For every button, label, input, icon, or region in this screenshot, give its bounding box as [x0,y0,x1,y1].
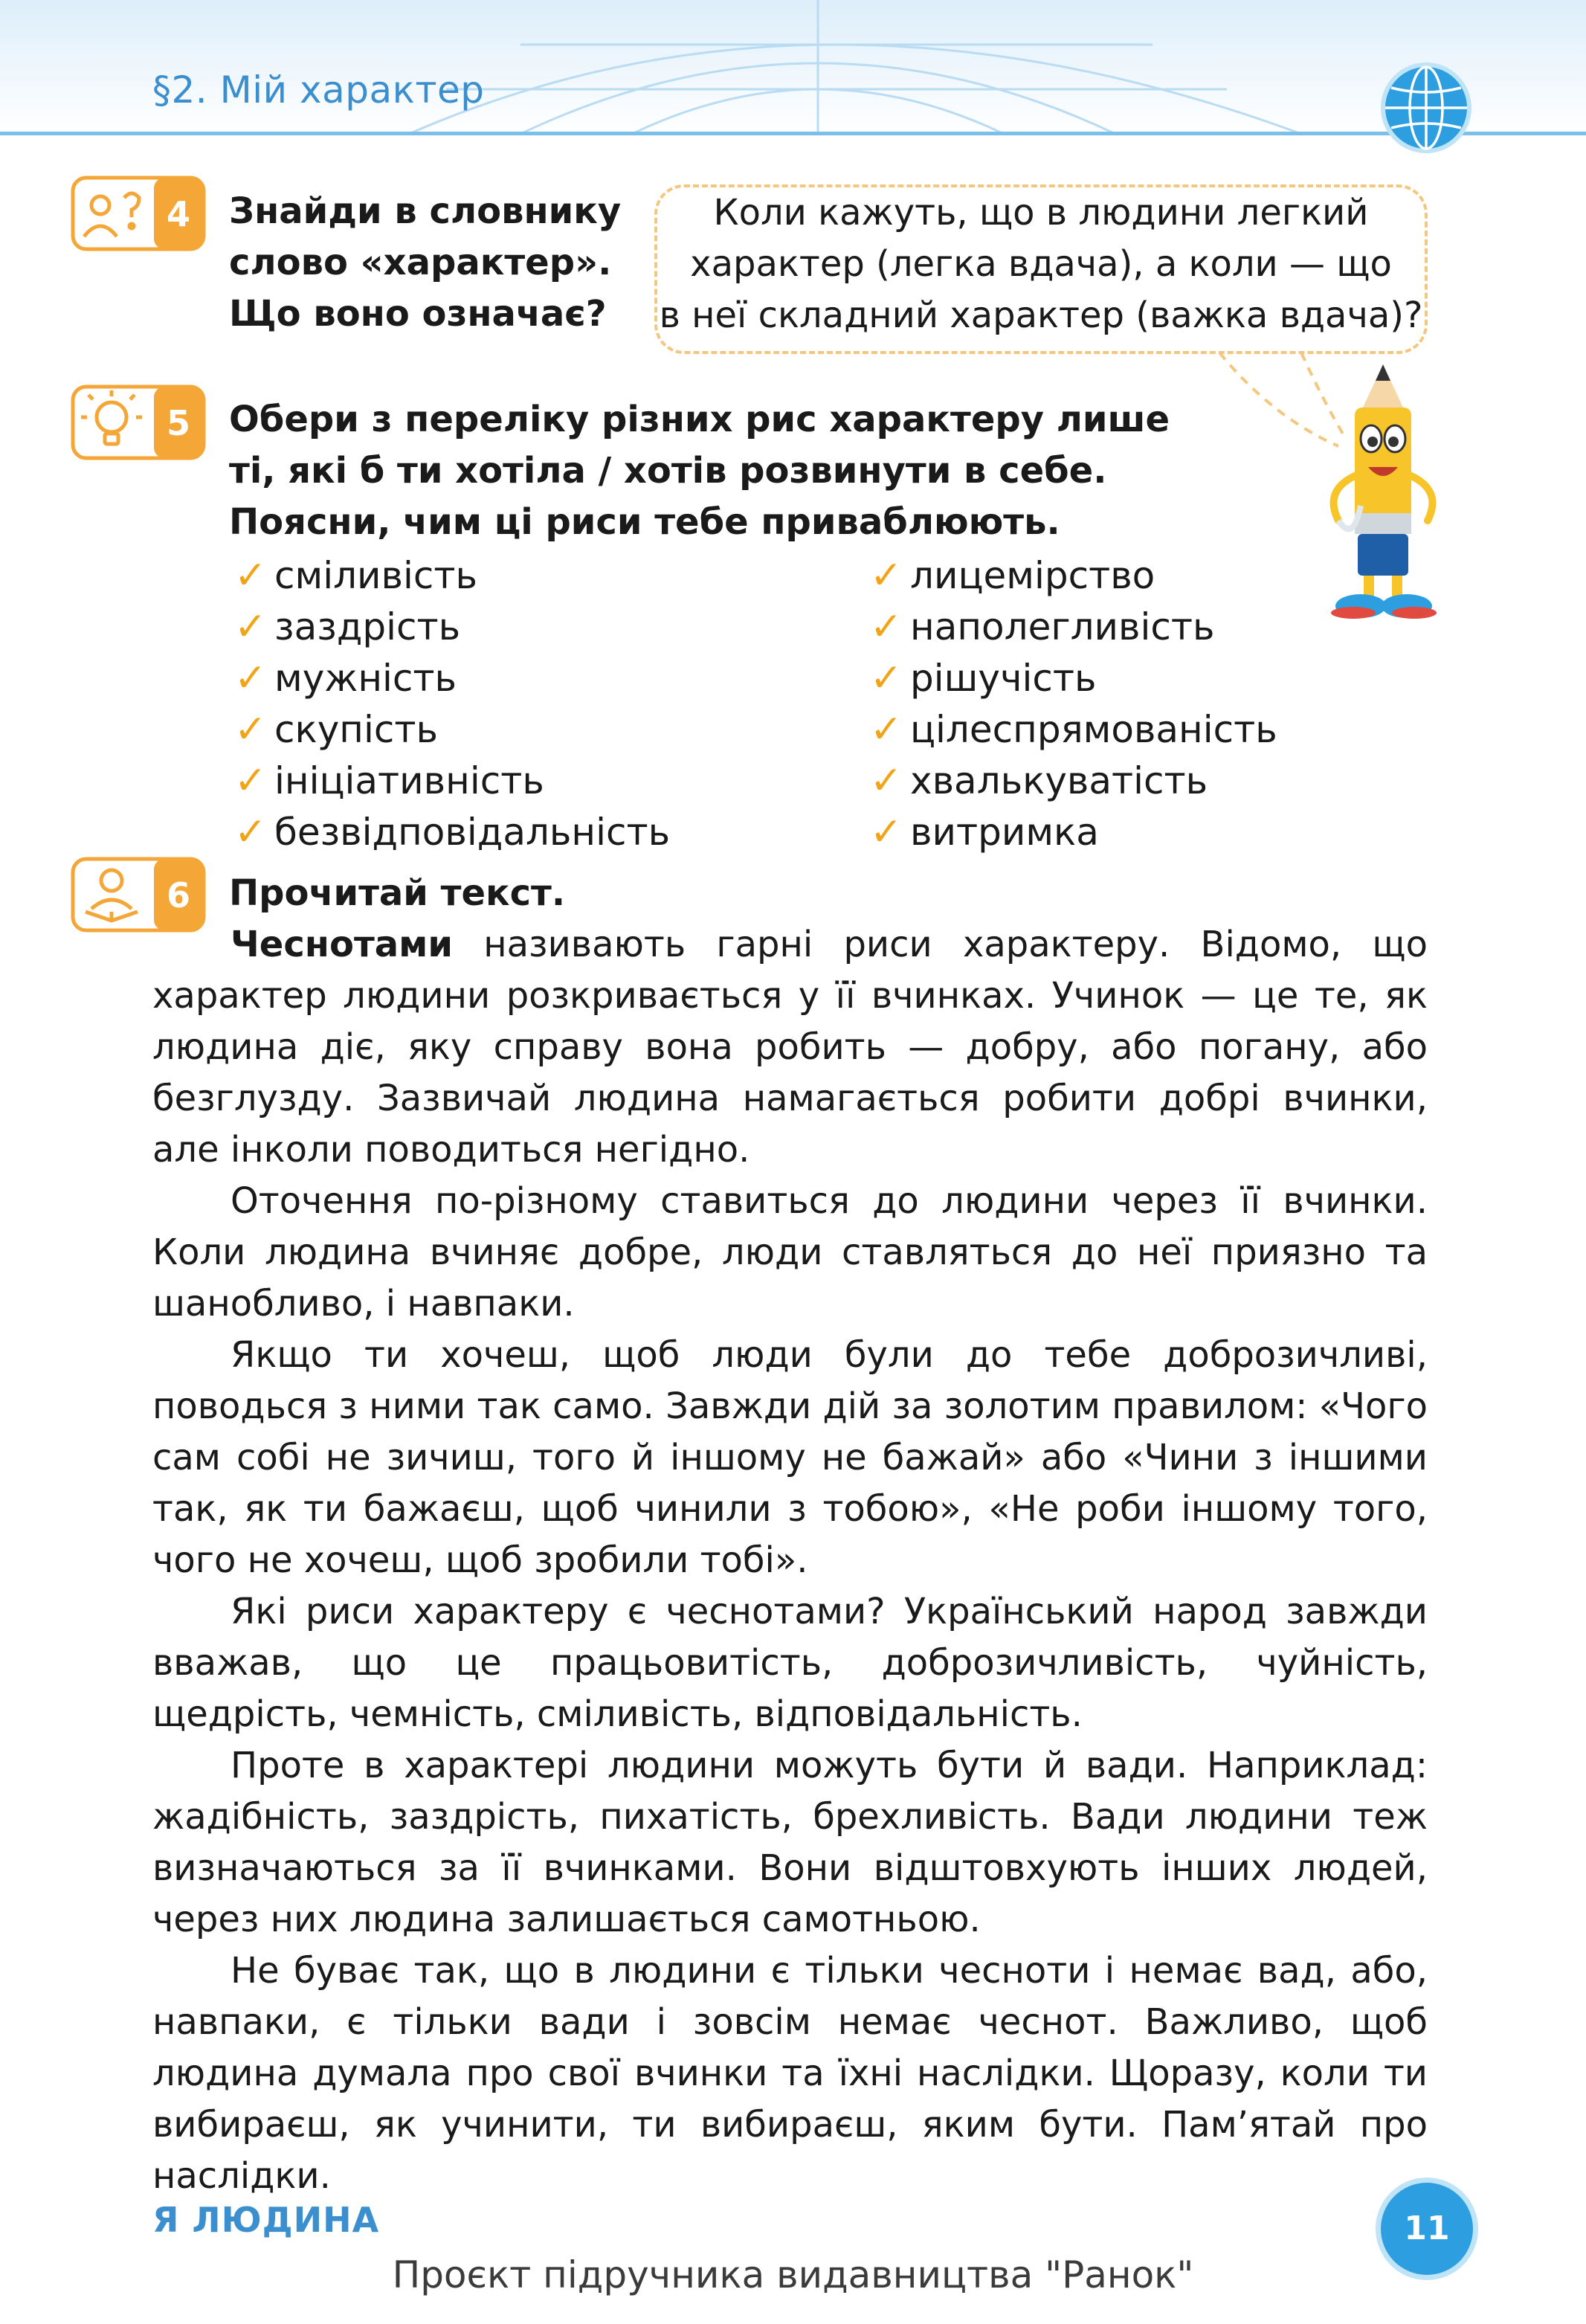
bold-term: Чеснотами [231,924,454,965]
paragraph-4: Які риси характеру є чеснотами? Український народ завжди вважав, що це працьовитість, доброзичливість, чуйність, щедрість, чемність, сміливість, відповідальність. [152,1591,1428,1735]
checkmark-icon: ✓ [234,759,267,803]
checkmark-icon: ✓ [870,605,903,649]
task-6-number: 6 [166,875,191,915]
paragraph-6: Не буває так, що в людини є тільки чесноти і немає вад, або, навпаки, є тільки вади і зовсім немає чеснот. Важливо, щоб людина думала про свої вчинки та їхні наслідки. Щоразу, коли ти вибираєш, як учинити, ти вибираєш, яким бути. Пам’ятай про наслідки. [152,1950,1428,2197]
task-5-badge [71,384,206,460]
publisher-note: Проєкт підручника видавництва "Ранок" [392,2253,1194,2296]
task-5-number: 5 [166,403,191,443]
task-4-number: 4 [166,194,191,234]
task-5-title: Обери з переліку різних рис характеру лише ті, які б ти хотіла / хотів розвинути в себе. Поясни, чим ці риси тебе приваблюють. [229,399,1170,543]
traits-list-left [234,550,670,858]
paragraph-1: Чеснотами називають гарні риси характеру. Відомо, що характер людини розкривається у її вчинках. Учинок — це те, як людина діє, яку справу вона робить — добру, або погану, або безглузду. Зазвичай людина намагається робити добрі вчинки, але інколи поводиться негідно. [152,924,1428,1171]
list-item: ✓ сміливість [234,550,670,602]
list-item: ✓ мужність [234,653,670,704]
globe-icon [1379,61,1473,155]
task-6-title: Прочитай текст. [229,872,566,914]
checkmark-icon: ✓ [234,810,267,854]
paragraph-2: Оточення по-різному ставиться до людини через її вчинки. Коли людина вчиняє добре, люди ставляться до неї приязно та шанобливо, і навпаки. [152,1180,1428,1324]
checkmark-icon: ✓ [870,810,903,854]
checkmark-icon: ✓ [870,553,903,598]
list-item: ✓ заздрість [234,602,670,653]
checkmark-icon: ✓ [234,605,267,649]
header-divider [0,132,1586,135]
footer-section-name: Я ЛЮДИНА [152,2200,380,2240]
task-4-title: Знайди в словнику слово «характер». Що воно означає? [229,190,622,335]
page-number: 11 [1404,2209,1450,2247]
checkmark-icon: ✓ [870,707,903,752]
list-item: ✓ скупість [234,704,670,756]
list-item: ✓ витримка [870,807,1277,858]
checkmark-icon: ✓ [234,656,267,701]
task-4-badge [71,176,206,251]
section-title: §2. Мій характер [152,68,485,112]
list-item: ✓ ініціативність [234,756,670,807]
list-item: ✓ лицемірство [870,550,1277,602]
list-item: ✓ наполегливість [870,602,1277,653]
list-item: ✓ безвідповідальність [234,807,670,858]
paragraph-3: Якщо ти хочеш, щоб люди були до тебе доброзичливі, поводься з ними так само. Завжди дій за золотим правилом: «Чого сам собі не зичиш, того й іншому не бажай» або «Чини з іншими так, як ти бажаєш, щоб чинили з тобою», «Не роби іншому того, чого не хочеш, щоб зробили тобі». [152,1334,1428,1581]
list-item: ✓ хвалькуватість [870,756,1277,807]
checkmark-icon: ✓ [870,759,903,803]
list-item: ✓ рішучість [870,653,1277,704]
checkmark-icon: ✓ [870,656,903,701]
list-item: ✓ цілеспрямованість [870,704,1277,756]
paragraph-5: Проте в характері людини можуть бути й вади. Наприклад: жадібність, заздрість, пихатість, брехливість. Вади людини теж визначаються за її вчинками. Вони відштовхують інших людей, через них людина залишається самотньою. [152,1745,1428,1940]
checkmark-icon: ✓ [234,707,267,752]
checkmark-icon: ✓ [234,553,267,598]
pencil-mascot-illustration [1309,364,1457,632]
traits-list-right [870,550,1277,858]
speech-bubble-text: Коли кажуть, що в людини легкий характер (легка вдача), а коли — що в неї складний характер (важка вдача)? [659,192,1423,336]
reading-text [152,919,1428,2202]
